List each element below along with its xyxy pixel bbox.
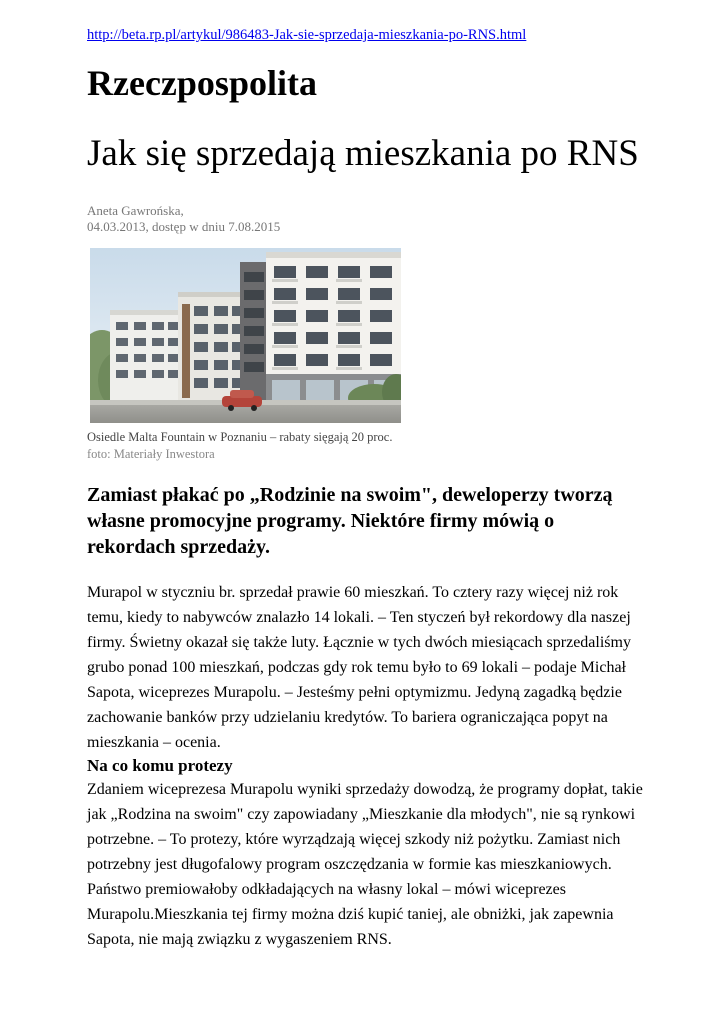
photo-credit: foto: Materiały Inwestora [87,447,215,461]
author-name: Aneta Gawrońska, [87,203,184,218]
article-lead: Zamiast płakać po „Rodzinie na swoim", deweloperzy tworzą własne promocyjne programy. Niektóre firmy mówią o rekordach sprzedaży. [87,484,613,558]
article-body [87,580,647,952]
paragraph-2: Zdaniem wiceprezesa Murapolu wyniki sprzedaży dowodzą, że programy dopłat, takie jak „Rodzina na swoim" czy zapowiadany „Mieszkanie dla młodych", nie są rynkowi potrzebne. – To protezy, które wyrządzają więcej szkody niż pożytku. Zamiast nich potrzebny jest długofalowy program oszczędzania w formie kas mieszkaniowych. Państwo premiowałoby odkładających na własny lokal – mówi wiceprezes Murapolu.Mieszkania tej firmy można dziś kupić taniej, ale obniżki, jak zapewnia Sapota, nie mają związku z wygaszeniem RNS. [87,781,643,948]
source-url-link[interactable]: http://beta.rp.pl/artykul/986483-Jak-sie-sprzedaja-mieszkania-po-RNS.html [87,27,527,43]
photo-caption: Osiedle Malta Fountain w Poznaniu – rabaty sięgają 20 proc. [87,430,393,444]
article-photo [90,248,401,423]
masthead: Rzeczpospolita [87,63,317,103]
byline [87,203,280,235]
section-subheading: Na co komu protezy [87,756,233,775]
paragraph-1: Murapol w styczniu br. sprzedał prawie 60 mieszkań. To cztery razy więcej niż rok temu, kiedy to nabywców znalazło 14 lokali. – Ten styczeń był rekordowy dla naszej firmy. Świetny okazał się także luty. Łącznie w tych dwóch miesiącach sprzedaliśmy grubo ponad 100 mieszkań, podczas gdy rok temu było to 69 lokali – podaje Michał Sapota, wiceprezes Murapolu. – Jesteśmy pełni optymizmu. Jedyną zagadką będzie zachowanie banków przy udzielaniu kredytów. To bariera ograniczająca popyt na mieszkania – ocenia. [87,584,631,751]
photo-caption-block [87,429,392,463]
article-headline: Jak się sprzedają mieszkania po RNS [87,133,639,174]
publication-date: 04.03.2013, dostęp w dniu 7.08.2015 [87,219,281,234]
